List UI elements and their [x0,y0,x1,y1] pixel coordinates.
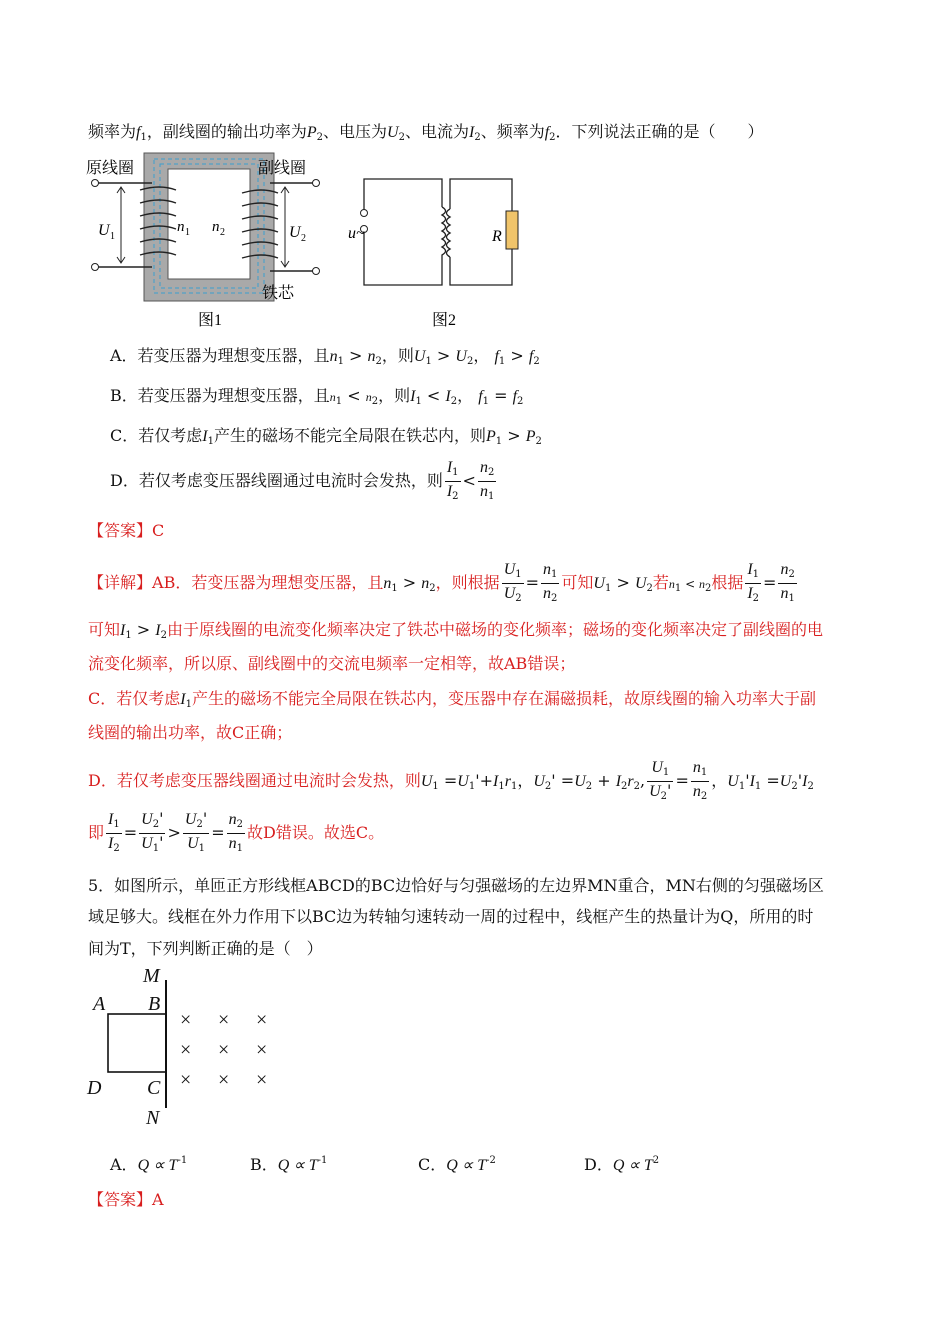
q5-label-d: D [87,1077,102,1099]
q5-label-n: N [146,1107,160,1129]
q4-answer: 【答案】C [88,521,165,540]
fig1-primary-label: 原线圈 [86,160,135,177]
fig1-u2-label: U [289,224,301,241]
q4-option-a[interactable]: A．若变压器为理想变压器，且$n_1 > n_2$，则$U_1 > U_2$， $f_1 > f_2$ [110,346,540,367]
transformer-figures [80,145,560,330]
fig1-caption: 图1 [198,312,223,329]
q5-stem-2: 域足够大。线框在外力作用下以BC边为转轴匀速转动一周的过程中，线框产生的热量计为Q，所用的时 [88,907,814,926]
svg-text:2: 2 [301,233,306,244]
fig1-n1-label: n [177,219,185,235]
q4-detail-ab-line3: 流变化频率，所以原、副线圈中的交流电频率一定相等，故AB错误； [88,654,576,673]
svg-text:×: × [218,1039,230,1061]
q4-detail-d-line2: 即 $\frac{I_1}{I_2}$ = $\frac{U_2'}{U_1'}$ > $\frac{U_2'}{U_1}$ = $\frac{n_2}{n_1}$ 故D错误。故选C。 [88,809,385,854]
q4-option-c[interactable]: C．若仅考虑$I_1$产生的磁场不能完全局限在铁芯内，则$P_1 > P_2$ [110,426,542,447]
svg-text:×: × [256,1009,268,1031]
svg-text:×: × [180,1009,192,1031]
svg-text:1: 1 [185,227,190,238]
fig1-secondary-label: 副线圈 [258,160,307,177]
svg-text:×: × [256,1069,268,1091]
fig1-core-label: 铁芯 [262,285,295,302]
q5-label-b: B [148,993,161,1015]
svg-text:×: × [180,1039,192,1061]
q4-detail-c: C．若仅考虑$I_1$产生的磁场不能完全局限在铁芯内，变压器中存在漏磁损耗，故原线圈的输入功率大于副 [88,689,816,710]
q5-figure [80,960,300,1130]
q4-detail-c-line2: 线圈的输出功率，故C正确； [88,723,293,742]
q4-stem: 频率为$f_1$，副线圈的输出功率为$P_2$、电压为$U_2$、电流为$I_2$、频率为$f_2$．下列说法正确的是（ ） [88,122,764,143]
q4-detail-ab: 【详解】AB．若变压器为理想变压器，且$n_1 > n_2$，则根据 $\frac{U_1}{U_2}$ = $\frac{n_1}{n_2}$ 可知$U_1 > U_2$若$n_1 < n_2$根据 $\frac{I_1}{I_2}$ = $\frac{n_2}{n_1}$ [88,561,795,604]
q5-label-m: M [143,965,160,987]
svg-text:×: × [218,1069,230,1091]
q5-option-d[interactable]: D．$Q \propto T^2$ [584,1155,660,1174]
svg-text:1: 1 [110,231,115,242]
svg-text:×: × [256,1039,268,1061]
svg-text:×: × [180,1069,192,1091]
q5-option-a[interactable]: A．$Q \propto T^{-1}$ [110,1155,188,1174]
q5-stem-1: 5．如图所示，单匝正方形线框ABCD的BC边恰好与匀强磁场的左边界MN重合，MN右侧的匀强磁场区 [88,876,824,895]
q4-option-b[interactable]: B．若变压器为理想变压器，且$n_1 < n_2$，则$I_1 < I_2$， $f_1 = f_2$ [110,386,524,407]
q5-option-b[interactable]: B．$Q \propto T^{-1}$ [250,1155,328,1174]
svg-text:2: 2 [220,227,225,238]
fig1-n2-label: n [212,219,220,235]
q5-answer: 【答案】A [88,1190,164,1209]
q4-option-d[interactable]: D．若仅考虑变压器线圈通过电流时会发热，则 $\frac{I_1}{I_2}$ < $\frac{n_2}{n_1}$ [110,459,495,502]
q5-label-a: A [93,993,106,1015]
svg-text:×: × [218,1009,230,1031]
fig1-u1-label: U [98,222,110,239]
q5-option-c[interactable]: C．$Q \propto T^{-2}$ [418,1155,496,1174]
fig2-load-label: R [492,228,502,245]
q4-detail-ab-line2: 可知$I_1 > I_2$由于原线圈的电流变化频率决定了铁芯中磁场的变化频率；磁场的变化频率决定了副线圈的电 [88,620,824,641]
q5-label-c: C [147,1077,161,1099]
q4-detail-d: D．若仅考虑变压器线圈通过电流时会发热，则$U_1 =U_1'+I_1r_1$，$U_2' =U_2 + I_2r_2$, $\frac{U_1}{U_2'}$ = $\frac{n_1}{n_2}$ ，$U_1'I_1 =U_2'I_2$ [88,759,814,802]
q5-stem-3: 间为T，下列判断正确的是（ ） [88,939,323,958]
fig2-caption: 图2 [432,312,457,329]
fig2-source-label: u~ [348,225,365,242]
